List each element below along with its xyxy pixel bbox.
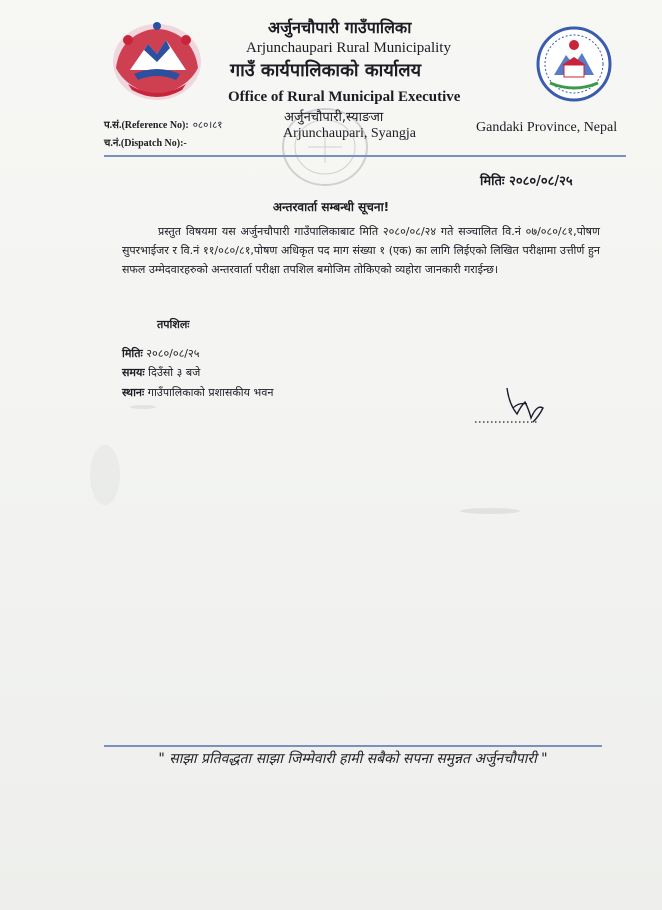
notice-body: प्रस्तुत विषयमा यस अर्जुनचौपारी गाउँपालिकाबाट मिति २०८०/०८/२४ गते सञ्चालित वि.नं ०७/०८०/८१,पोषण सुपरभाईजर र वि.नं ११/०८०/८१,पोषण अधिकृत पद माग संख्या १ (एक) का लागि लिईएको लिखित परीक्षामा उत्तीर्ण हुन सफल उम्मेदवारहरुको अन्तरवार्ता परीक्षा तपशिल बमोजिम तोकिएको व्यहोरा जानकारी गराईन्छ।	[122, 225, 600, 276]
header-divider	[104, 155, 626, 157]
nepal-emblem-icon	[108, 18, 206, 104]
notice-title: अन्तरवार्ता सम्बन्धी सूचना!	[272, 200, 390, 214]
detail-date-key: मितिः	[122, 347, 143, 360]
footer-divider	[104, 745, 602, 747]
district-en: Arjunchaupari, Syangja	[283, 126, 416, 141]
detail-time-value: दिउँसो ३ बजे	[148, 366, 201, 379]
detail-place-value: गाउँपालिकाको प्रशासकीय भवन	[147, 386, 274, 399]
reference-value: ०८०।८१	[192, 120, 223, 131]
municipality-title-en: Arjunchaupari Rural Municipality	[246, 40, 451, 56]
smudge	[130, 405, 156, 409]
province-label: Gandaki Province, Nepal	[476, 120, 618, 135]
office-title-en: Office of Rural Municipal Executive	[228, 89, 461, 105]
footer-motto: " साझा प्रतिवद्धता साझा जिम्मेवारी हामी सबैको सपना समुन्नत अर्जुनचौपारी "	[158, 751, 548, 767]
office-title-np: गाउँ कार्यपालिकाको कार्यालय	[230, 60, 422, 81]
letter-date: मितिः २०८०/०८/२५	[480, 174, 573, 189]
reference-number	[104, 117, 223, 131]
details-heading: तपशिलः	[157, 318, 190, 331]
detail-time-key: समयः	[122, 366, 145, 379]
municipality-logo-icon	[534, 25, 614, 103]
detail-date-row	[122, 346, 199, 361]
signature-icon	[473, 384, 553, 434]
smudge	[90, 445, 120, 505]
detail-time-row	[122, 365, 200, 380]
smudge	[460, 508, 520, 514]
detail-place-key: स्थानः	[122, 386, 145, 399]
detail-date-value: २०८०/०८/२५	[146, 347, 200, 360]
detail-place-row	[122, 385, 273, 400]
municipality-title-np: अर्जुनचौपारी गाउँपालिका	[268, 18, 412, 37]
dispatch-number	[104, 135, 187, 149]
dispatch-label: च.नं.(Dispatch No):-	[104, 138, 187, 149]
reference-label: प.सं.(Reference No):	[104, 120, 189, 131]
district-np: अर्जुनचौपारी,स्याङजा	[284, 110, 384, 125]
